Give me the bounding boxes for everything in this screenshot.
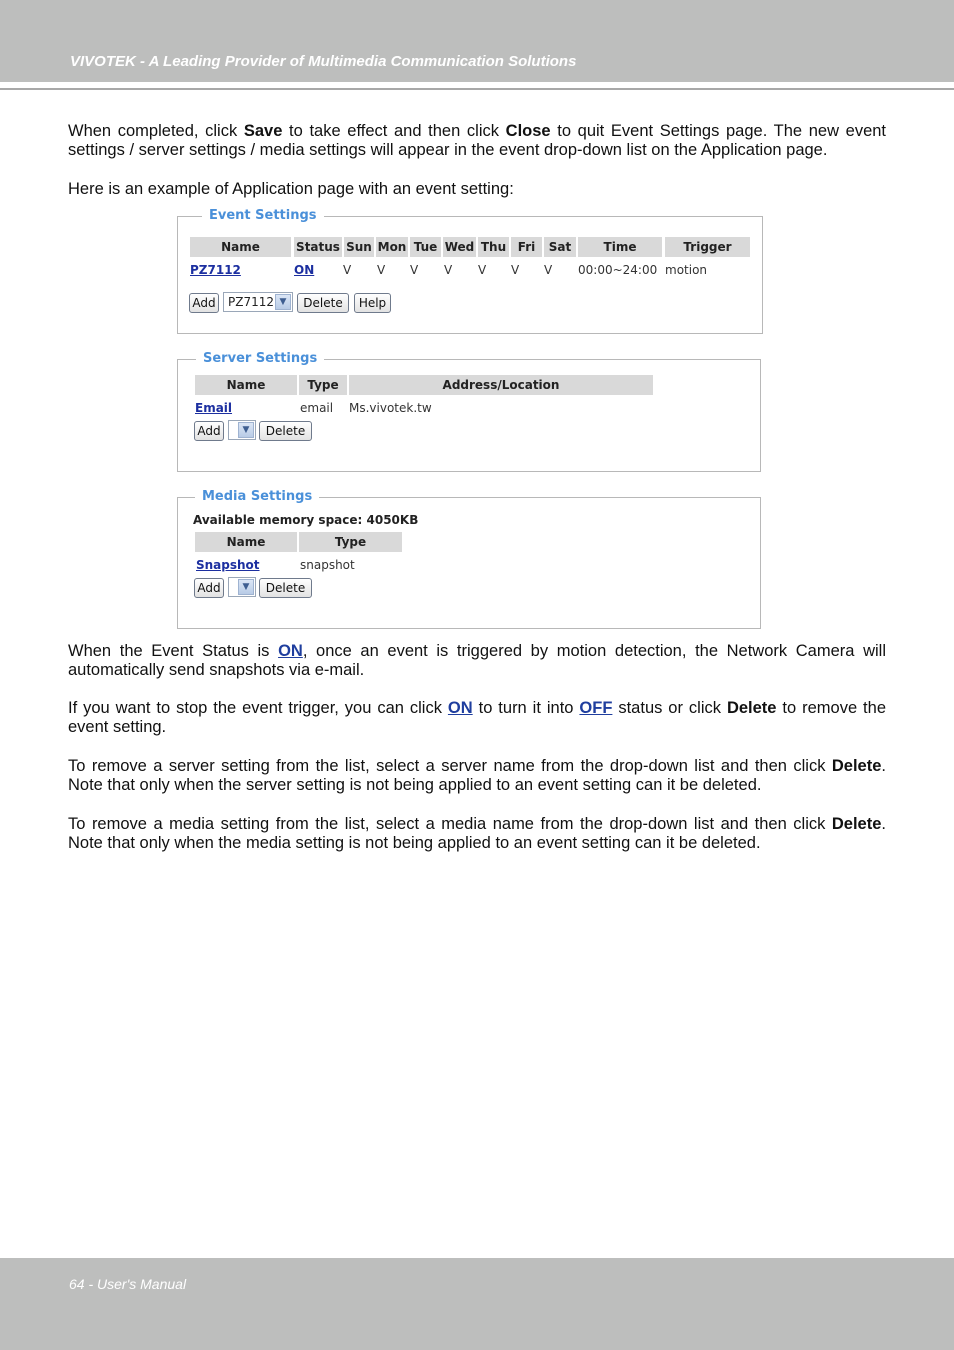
media-header-name: Name xyxy=(195,532,297,552)
event-header-name: Name xyxy=(190,237,291,257)
server-settings-legend: Server Settings xyxy=(196,351,324,366)
event-trigger: motion xyxy=(665,263,708,277)
media-settings-legend: Media Settings xyxy=(195,489,319,504)
media-delete-button[interactable]: Delete xyxy=(259,578,312,598)
event-day-thu: V xyxy=(478,263,487,277)
off-link[interactable]: OFF xyxy=(579,699,613,717)
server-settings-panel xyxy=(177,351,761,472)
event-header-mon: Mon xyxy=(376,237,408,257)
event-name-link[interactable]: PZ7112 xyxy=(190,263,241,277)
event-header-time: Time xyxy=(578,237,662,257)
event-time: 00:00~24:00 xyxy=(578,263,658,277)
server-header-address: Address/Location xyxy=(349,375,653,395)
server-header-type: Type xyxy=(299,375,347,395)
event-header-tue: Tue xyxy=(410,237,441,257)
event-header-fri: Fri xyxy=(511,237,542,257)
event-day-tue: V xyxy=(410,263,419,277)
event-day-wed: V xyxy=(444,263,453,277)
header-divider xyxy=(0,88,954,90)
event-day-sun: V xyxy=(343,263,352,277)
remove-media-paragraph: To remove a media setting from the list, select a media name from the drop-down list and then click Delete. Note that only when the media setting is not being applied to an event setting can it be deleted. xyxy=(68,815,886,853)
on-link[interactable]: ON xyxy=(278,642,303,660)
server-name-link[interactable]: Email xyxy=(195,401,233,415)
server-address: Ms.vivotek.tw xyxy=(349,401,432,415)
event-add-button[interactable]: Add xyxy=(189,293,219,313)
chevron-down-icon: ▼ xyxy=(238,422,254,438)
available-memory: Available memory space: 4050KB xyxy=(193,513,419,527)
delete-term: Delete xyxy=(726,699,777,717)
event-day-sat: V xyxy=(544,263,553,277)
event-settings-panel xyxy=(177,208,763,334)
event-header-sat: Sat xyxy=(544,237,576,257)
on-link[interactable]: ON xyxy=(447,699,473,717)
intro-paragraph: When completed, click Save to take effect and then click Close to quit Event Settings page. The new event settings / server settings / media settings will appear in the event drop-down list on the Application page. xyxy=(68,122,886,160)
media-header-type: Type xyxy=(299,532,402,552)
event-header-trigger: Trigger xyxy=(665,237,750,257)
delete-term: Delete xyxy=(831,757,882,775)
remove-server-paragraph: To remove a server setting from the list, select a server name from the drop-down list and then click Delete. Note that only when the server setting is not being applied to an event setting can it be deleted. xyxy=(68,757,886,795)
stop-trigger-paragraph: If you want to stop the event trigger, you can click ON to turn it into OFF status or click Delete to remove the event setting. xyxy=(68,699,886,737)
event-select[interactable]: PZ7112 ▼ xyxy=(223,292,293,312)
header-title: VIVOTEK - A Leading Provider of Multimedia Communication Solutions xyxy=(70,53,577,70)
event-header-wed: Wed xyxy=(443,237,476,257)
server-select[interactable] xyxy=(228,420,256,440)
server-type: email xyxy=(300,401,334,415)
chevron-down-icon: ▼ xyxy=(275,294,291,310)
example-caption: Here is an example of Application page with an event setting: xyxy=(68,180,514,198)
server-header-name: Name xyxy=(195,375,297,395)
event-day-mon: V xyxy=(377,263,386,277)
event-delete-button[interactable]: Delete xyxy=(297,293,349,313)
server-delete-button[interactable]: Delete xyxy=(259,421,312,441)
event-header-thu: Thu xyxy=(478,237,509,257)
chevron-down-icon: ▼ xyxy=(238,579,254,595)
event-status-link[interactable]: ON xyxy=(294,263,315,277)
event-help-button[interactable]: Help xyxy=(354,293,391,313)
media-type: snapshot xyxy=(300,558,355,572)
server-add-button[interactable]: Add xyxy=(194,421,224,441)
event-day-fri: V xyxy=(511,263,520,277)
event-header-sun: Sun xyxy=(344,237,374,257)
page-footer xyxy=(0,1258,954,1350)
media-add-button[interactable]: Add xyxy=(194,578,224,598)
event-header-status: Status xyxy=(294,237,342,257)
event-settings-legend: Event Settings xyxy=(202,208,324,223)
close-term: Close xyxy=(505,122,551,140)
media-name-link[interactable]: Snapshot xyxy=(196,558,260,572)
page-number: 64 - User's Manual xyxy=(69,1276,187,1292)
save-term: Save xyxy=(243,122,283,140)
media-settings-panel xyxy=(177,489,761,629)
event-status-paragraph: When the Event Status is ON, once an event is triggered by motion detection, the Network Camera will automatically send snapshots via e-mail. xyxy=(68,642,886,680)
media-select[interactable] xyxy=(228,577,256,597)
delete-term: Delete xyxy=(831,815,882,833)
